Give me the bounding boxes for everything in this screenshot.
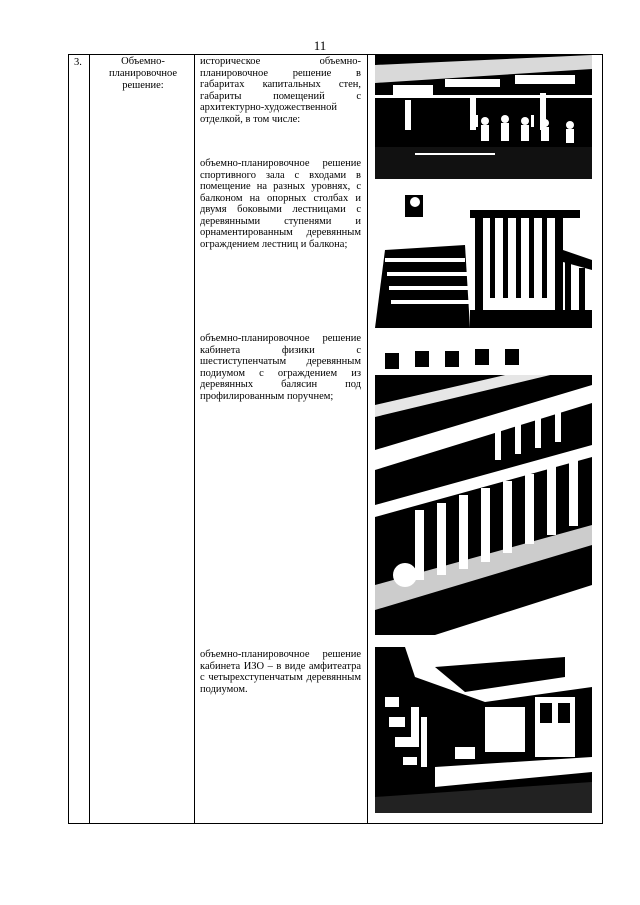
description-historical: историческое объемно-планировочное решение в габаритах капитальных стен, габариты помещений с архитектурно-художественной отделкой, в том числе: (200, 56, 361, 125)
row-title: Объемно-планировочное решение: (108, 56, 178, 91)
art-classroom-photo (375, 647, 592, 813)
document-table (68, 54, 603, 824)
description-gym: объемно-планировочное решение спортивного зала с входами в помещение на разных уровнях, с балконом на опорных столбах и двумя боковыми лестницами с деревянными ступенями и орнаментированным деревянным ограждением лестниц и балкона; (200, 158, 361, 250)
balustrade-podium-photo (375, 345, 592, 635)
description-art-room: объемно-планировочное решение кабинета ИЗО – в виде амфитеатра с четырехступенчатым деревянным подиумом. (200, 649, 361, 695)
description-physics-room: объемно-планировочное решение кабинета физики с шестиступенчатым деревянным подиумом с ограждением из деревянных балясин под профилированным поручнем; (200, 333, 361, 402)
column-divider (367, 55, 368, 823)
row-number: 3. (74, 57, 82, 68)
page-number: 11 (313, 38, 327, 53)
gym-with-people-photo (375, 55, 592, 179)
column-divider (89, 55, 90, 823)
column-divider (194, 55, 195, 823)
wooden-staircase-photo (375, 190, 592, 328)
